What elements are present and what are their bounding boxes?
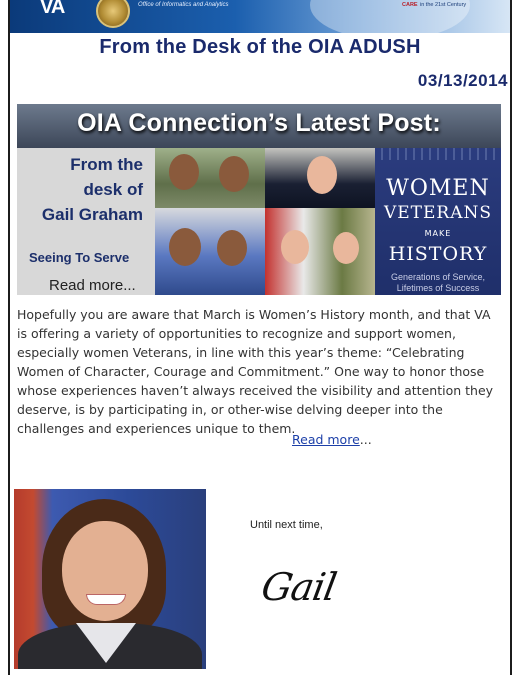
wvmh-women: WOMEN	[386, 176, 490, 201]
promo-graphic[interactable]	[17, 104, 501, 295]
read-more-ellipsis: ...	[359, 432, 372, 447]
body-paragraph: Hopefully you are aware that March is Women’s History month, and that VA is offering a variety of opportunities to recognize and support women, especially women Veterans, in line with this year’s theme: “Celebrating Women of Character, Courage and Commitment.” One way to honor those whose experiences haven’t always received the visibility and attention they deserve, is by participating in, or other-wise delving deeper into the challenges and experiences unique to them.	[17, 307, 494, 436]
read-more-link[interactable]: Read more	[292, 432, 360, 447]
promo-desk-line: Gail Graham	[41, 205, 143, 224]
care-tagline	[402, 0, 502, 11]
portrait-face	[62, 521, 148, 621]
va-logo: VA	[40, 0, 65, 18]
women-veterans-make-history-panel	[375, 148, 501, 295]
photo-officer	[265, 148, 375, 208]
closing-text: Until next time,	[250, 519, 323, 531]
face	[219, 156, 249, 192]
promo-subheading: Seeing To Serve	[29, 250, 130, 265]
promo-desk-line: From the	[70, 155, 143, 174]
stars-strip	[375, 148, 501, 160]
wvmh-tagline: Generations of Service, Lifetimes of Success	[390, 272, 486, 293]
face	[307, 156, 337, 194]
photo-veteran-women	[265, 208, 375, 295]
portrait-smile	[86, 594, 126, 605]
va-seal-icon	[96, 0, 130, 28]
photo-service-women	[155, 148, 265, 208]
issue-date: 03/13/2014	[417, 71, 508, 90]
office-label: Office of Informatics and Analytics	[138, 2, 229, 8]
wvmh-make: MAKE	[424, 229, 452, 238]
photo-native-women	[155, 208, 265, 295]
promo-headline: OIA Connection’s Latest Post:	[77, 109, 441, 137]
face	[333, 232, 359, 264]
page-title: From the Desk of the OIA ADUSH	[99, 36, 421, 58]
face	[217, 230, 247, 266]
face	[281, 230, 309, 264]
care-label: CARE	[402, 2, 418, 8]
read-more-row	[292, 432, 372, 447]
face	[169, 228, 201, 266]
promo-desk-text	[17, 152, 143, 227]
care-tagline-text: in the 21st Century	[420, 2, 467, 8]
header-banner	[10, 0, 510, 33]
promo-read-more[interactable]: Read more...	[49, 277, 136, 294]
face	[169, 154, 199, 190]
signature: Gail	[258, 565, 340, 609]
wvmh-history: HISTORY	[388, 243, 488, 265]
wvmh-veterans: VETERANS	[383, 203, 493, 223]
author-portrait	[14, 489, 206, 669]
promo-desk-line: desk of	[83, 180, 143, 199]
